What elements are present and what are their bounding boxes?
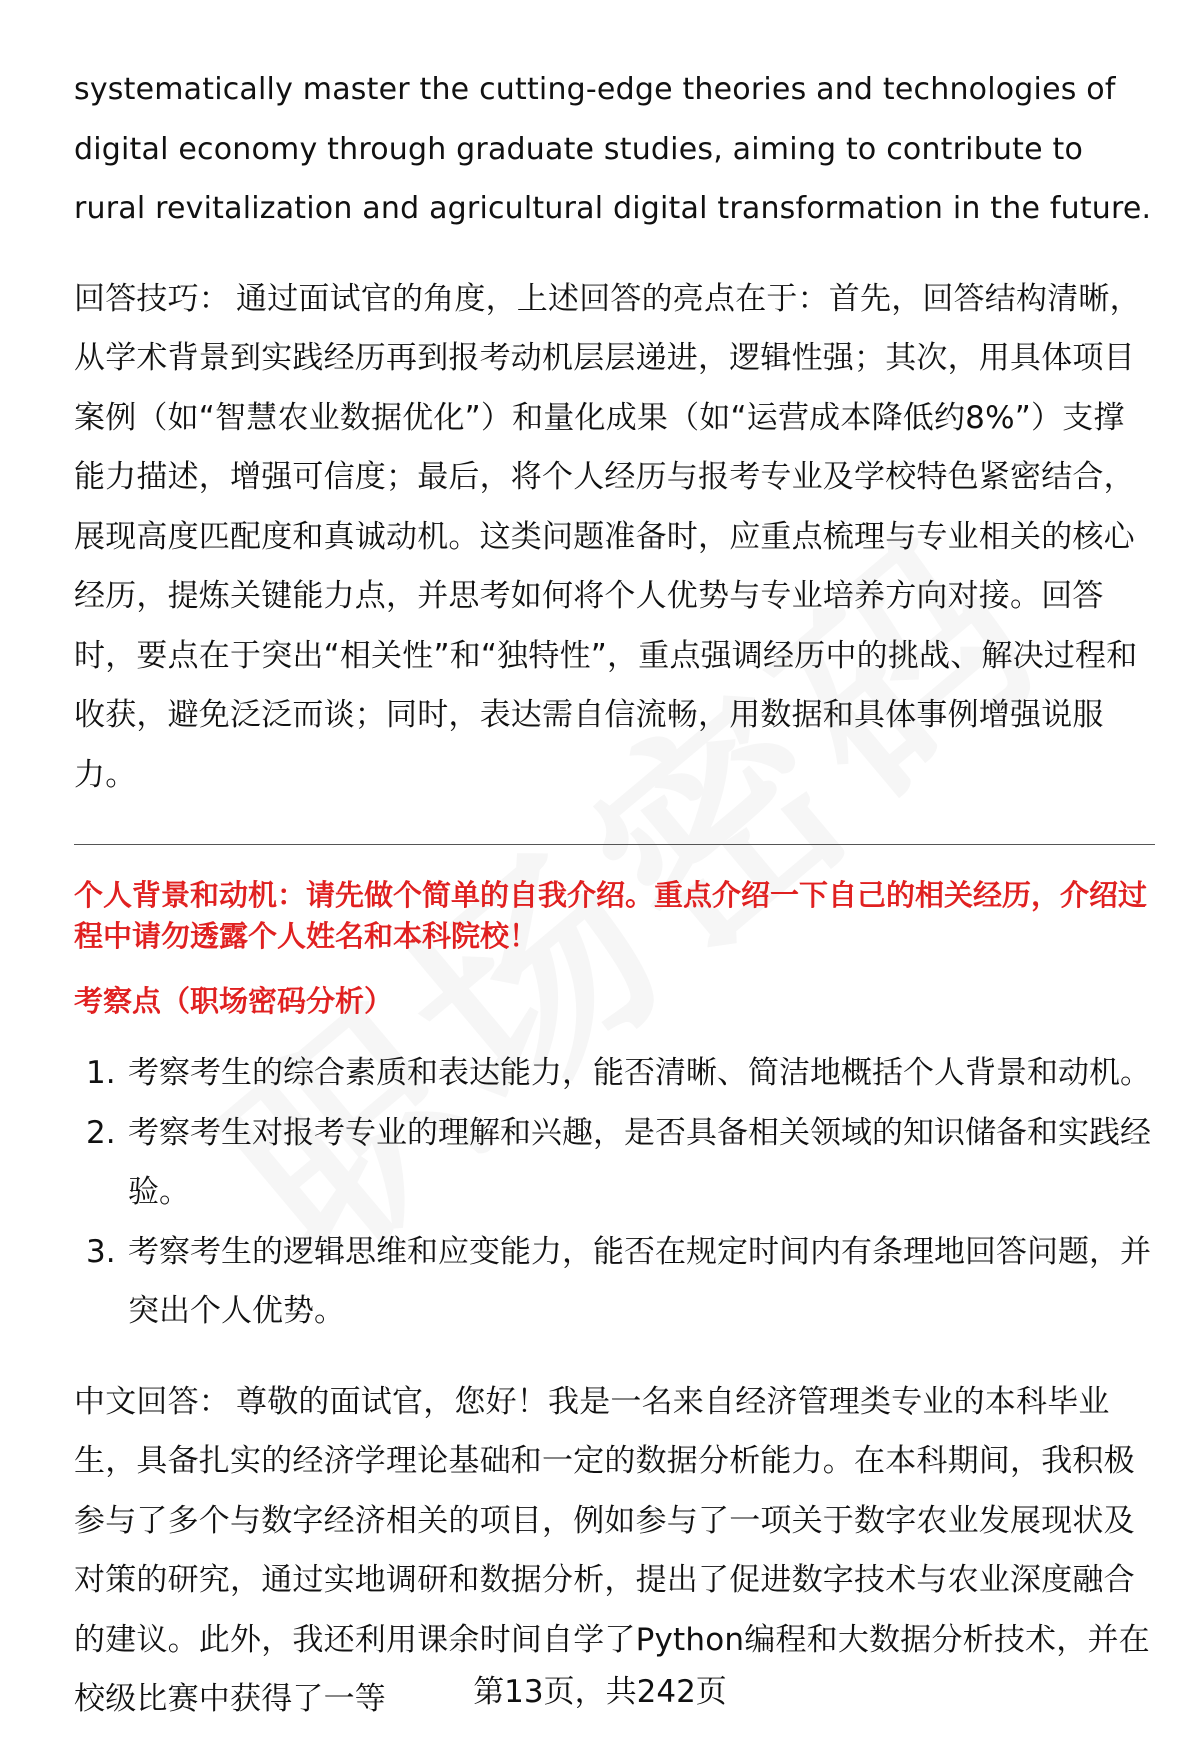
list-item [74,1223,1154,1342]
assessment-points-list [74,1044,1154,1342]
list-item-text: 考察考生对报考专业的理解和兴趣，是否具备相关领域的知识储备和实践经验。 [128,1114,1151,1210]
list-item-number: 2. [86,1114,116,1151]
question-heading: 个人背景和动机：请先做个简单的自我介绍。重点介绍一下自己的相关经历，介绍过程中请勿透露个人姓名和本科院校！ [74,878,1148,953]
document-page [74,60,1154,1730]
section-divider [74,844,1155,845]
list-item [74,1104,1154,1223]
answer-tips-label: 回答技巧： [74,280,230,317]
assessment-points-heading: 考察点（职场密码分析） [74,984,394,1018]
chinese-answer-label: 中文回答： [74,1383,230,1420]
answer-tips-paragraph [74,270,1154,806]
list-item-text: 考察考生的综合素质和表达能力，能否清晰、简洁地概括个人背景和动机。 [128,1055,1151,1091]
answer-tips-text: 通过面试官的角度，上述回答的亮点在于：首先，回答结构清晰，从学术背景到实践经历再到报考动机层层递进，逻辑性强；其次，用具体项目案例（如“智慧农业数据优化”）和量化成果（如“运营成本降低约8%”）支撑能力描述，增强可信度；最后，将个人经历与报考专业及学校特色紧密结合，展现高度匹配度和真诚动机。这类问题准备时，应重点梳理与专业相关的核心经历，提炼关键能力点，并思考如何将个人优势与专业培养方向对接。回答时，要点在于突出“相关性”和“独特性”，重点强调经历中的挑战、解决过程和收获，避免泛泛而谈；同时，表达需自信流畅，用数据和具体事例增强说服力。 [74,280,1141,793]
chinese-answer-text: 尊敬的面试官，您好！我是一名来自经济管理类专业的本科毕业生，具备扎实的经济学理论基础和一定的数据分析能力。在本科期间，我积极参与了多个与数字经济相关的项目，例如参与了一项关于数字农业发展现状及对策的研究，通过实地调研和数据分析，提出了促进数字技术与农业深度融合的建议。此外，我还利用课余时间自学了Python编程和大数据分析技术，并在校级比赛中获得了一等 [74,1383,1150,1717]
page-indicator: 第13页，共242页 [473,1674,727,1710]
list-item-text: 考察考生的逻辑思维和应变能力，能否在规定时间内有条理地回答问题，并突出个人优势。 [128,1233,1151,1329]
list-item [74,1044,1154,1104]
list-item-number: 3. [86,1233,116,1270]
list-item-number: 1. [86,1055,116,1091]
continuation-paragraph: systematically master the cutting-edge theories and technologies of digital economy through graduate studies, aiming to contribute to rural revitalization and agricultural digital transformation in the future. [74,72,1152,226]
